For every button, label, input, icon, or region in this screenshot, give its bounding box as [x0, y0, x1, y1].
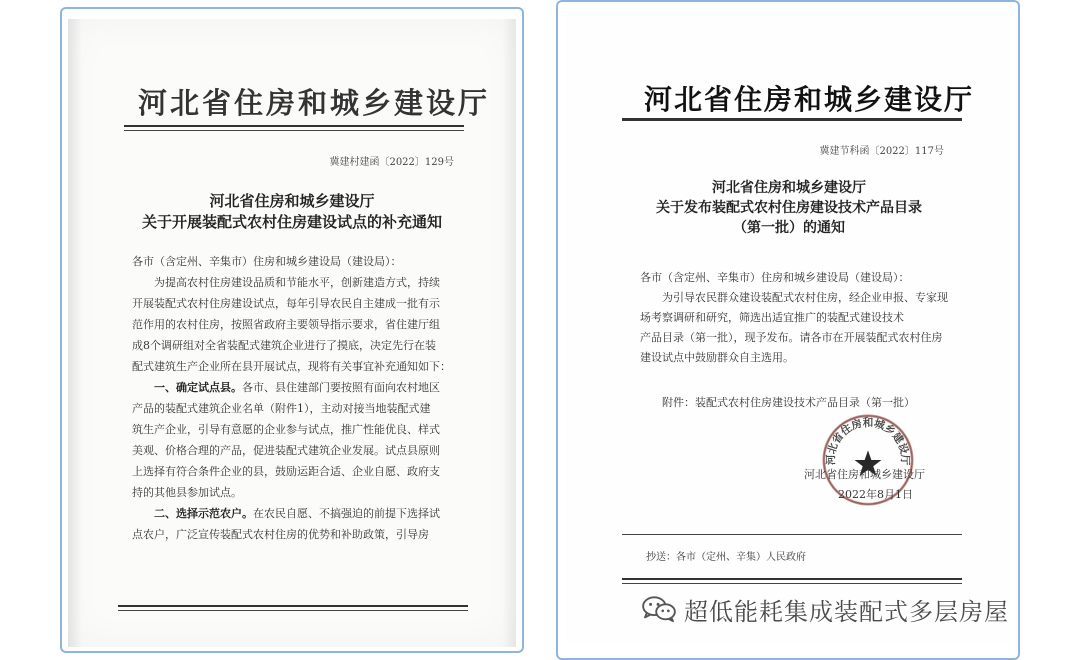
sign-date: 2022年8月1日 — [838, 488, 913, 501]
wechat-watermark — [640, 594, 1009, 624]
body-line: 一、确定试点县。各市、县住建部门要按照有面向农村地区 — [132, 381, 440, 394]
title-line: （第一批）的通知 — [733, 220, 845, 236]
letterhead-rule — [622, 118, 962, 121]
document-body — [640, 268, 948, 368]
signer-name: 河北省住房和城乡建设厅 — [804, 468, 925, 481]
letterhead-title: 河北省住房和城乡建设厅 — [644, 83, 975, 116]
page-shadow — [68, 19, 82, 647]
title-line: 关于开展装配式农村住房建设试点的补充通知 — [141, 213, 442, 231]
title-line: 河北省住房和城乡建设厅 — [209, 192, 375, 210]
body-line: 上选择有符合条件企业的县，鼓励运距合适、企业自愿、政府支 — [132, 465, 440, 478]
footer-rule-thin — [118, 610, 468, 611]
wechat-icon — [640, 595, 678, 623]
document-card-right[interactable] — [556, 0, 1020, 660]
letterhead-rule — [124, 125, 464, 127]
title-line: 关于发布装配式农村住房建设技术产品目录 — [656, 200, 922, 216]
body-line: 筑生产企业，引导有意愿的企业参与试点，推广性能优良、样式 — [132, 423, 440, 436]
letterhead-title: 河北省住房和城乡建设厅 — [138, 86, 491, 120]
seal-text: 河北省住房和城乡建设厅 — [825, 417, 911, 466]
letterhead-rule-thin — [124, 130, 464, 131]
footer-rule — [622, 578, 962, 580]
watermark-text: 超低能耗集成装配式多层房屋 — [684, 597, 1009, 626]
document-body — [132, 251, 451, 545]
body-line: 配式建筑生产企业所在县开展试点，现将有关事宜补充通知如下： — [132, 360, 451, 373]
body-line: 范作用的农村住房，按照省政府主要领导指示要求，省住建厅组 — [132, 318, 440, 331]
attachment-note: 附件：装配式农村住房建设技术产品目录（第一批） — [662, 396, 915, 409]
body-line: 产品的装配式建筑企业名单（附件1），主动对接当地装配式建 — [132, 402, 431, 415]
footer-rule-thin — [622, 583, 962, 584]
document-title — [566, 178, 1012, 238]
body-line: 为提高农村住房建设品质和节能水平，创新建造方式，持续 — [132, 276, 440, 289]
body-line: 二、选择示范农户。在农民自愿、不搞强迫的前提下选择试 — [132, 507, 440, 520]
body-line: 成8个调研组对全省装配式建筑企业进行了摸底，决定先行在装 — [132, 339, 436, 352]
page-shadow — [502, 19, 516, 647]
document-card-left[interactable] — [60, 7, 524, 653]
cc-rule — [622, 534, 962, 535]
document-page-right — [566, 14, 1012, 644]
document-title — [68, 191, 516, 233]
body-line: 点农户，广泛宣传装配式农村住房的优势和补助政策，引导房 — [132, 528, 429, 541]
title-line: 河北省住房和城乡建设厅 — [712, 180, 866, 196]
body-line: 开展装配式农村住房建设试点，每年引导农民自主建成一批有示 — [132, 297, 440, 310]
body-line: 为引导农民群众建设装配式农村住房，经企业申报、专家现 — [640, 291, 948, 304]
body-line: 美观、价格合理的产品，促进装配式建筑企业发展。试点县原则 — [132, 444, 440, 457]
document-number: 冀建村建函〔2022〕129号 — [329, 157, 454, 168]
cc-line: 抄送：各市（定州、辛集）人民政府 — [646, 552, 806, 563]
document-number: 冀建节科函〔2022〕117号 — [819, 146, 944, 157]
body-line: 产品目录（第一批），现予发布。请各市在开展装配式农村住房 — [640, 331, 943, 344]
body-line: 建设试点中鼓励群众自主选用。 — [640, 351, 794, 364]
body-line: 持的其他县参加试点。 — [132, 486, 242, 499]
document-page-left — [68, 19, 516, 647]
footer-rule — [118, 605, 468, 607]
body-line: 场考察调研和研究，筛选出适宜推广的装配式建设技术 — [640, 311, 904, 324]
body-line: 各市（含定州、辛集市）住房和城乡建设局（建设局）： — [640, 271, 910, 284]
body-line: 各市（含定州、辛集市）住房和城乡建设局（建设局）： — [132, 255, 402, 268]
